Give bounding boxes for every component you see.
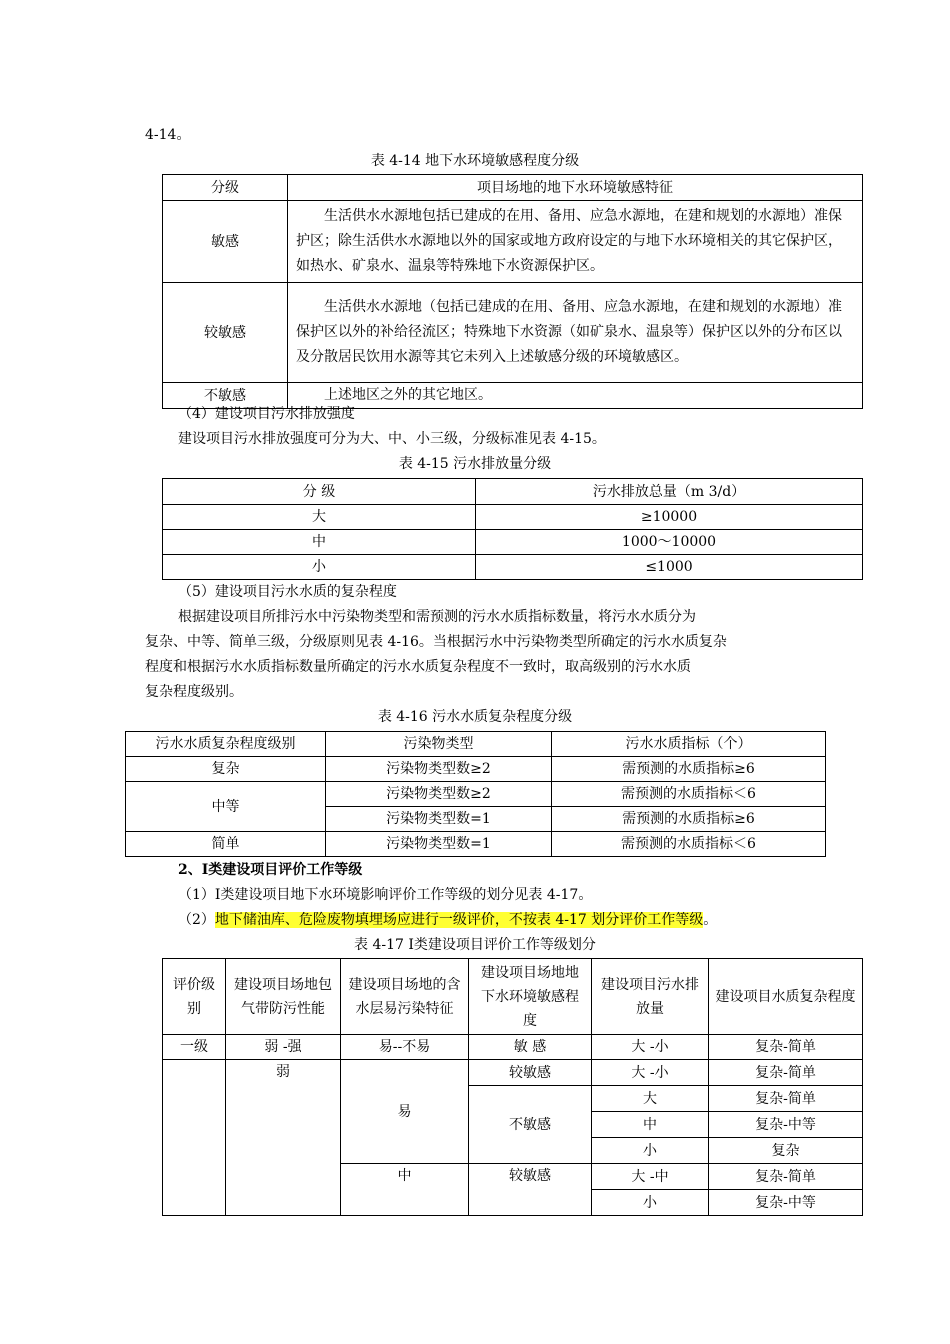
table-4-15-row-medium-volume: 1000～10000 [476, 530, 863, 555]
table-4-17-r7-quality: 复杂-中等 [709, 1190, 863, 1216]
section-5-line-1: 根据建设项目所排污水中污染物类型和需预测的污水水质指标数量，将污水水质分为 [178, 609, 696, 625]
section-5-line-4: 复杂程度级别。 [145, 684, 243, 700]
table-4-17-r4-quality: 复杂-中等 [709, 1112, 863, 1138]
table-4-17-header-quality: 建设项目水质复杂程度 [709, 959, 863, 1035]
table-4-14 [162, 174, 863, 409]
table-4-17-r6-sensitivity: 较敏感 [469, 1164, 592, 1216]
table-4-17-aquifer-easy: 易 [341, 1060, 469, 1164]
section-2-item-2-highlight: 地下储油库、危险废物填埋场应进行一级评价，不按表 4-17 划分评价工作等级 [214, 912, 704, 928]
table-4-14-desc-sensitive: 生活供水水源地包括已建成的在用、备用、应急水源地，在建和规划的水源地）准保护区；除生活供水水源地以外的国家或地方政府设定的与地下水环境相关的其它保护区，如热水、矿泉水、温泉等特殊地下水资源保护区。 [288, 201, 863, 283]
table-4-17-r1-quality: 复杂-简单 [709, 1035, 863, 1060]
section-2-item-2 [178, 910, 717, 930]
table-4-14-desc-less-sensitive: 生活供水水源地（包括已建成的在用、备用、应急水源地，在建和规划的水源地）准保护区以外的补给径流区；特殊地下水资源（如矿泉水、温泉等）保护区以外的分布区以及分散居民饮用水源等其它未列入上述敏感分级的环境敏感区。 [288, 283, 863, 383]
table-4-15 [162, 478, 863, 580]
section-2-item-1: （1）Ⅰ类建设项目地下水环境影响评价工作等级的划分见表 4-17。 [178, 887, 593, 903]
table-4-17-r2-discharge: 大 -小 [592, 1060, 709, 1086]
table-4-15-header-volume: 污水排放总量（m 3/d） [476, 479, 863, 505]
table-4-16-complex-index: 需预测的水质指标≥6 [552, 757, 826, 782]
table-4-15-header-level: 分 级 [163, 479, 476, 505]
table-4-17-r5-quality: 复杂 [709, 1138, 863, 1164]
table-4-17-r1-discharge: 大 -小 [592, 1035, 709, 1060]
table-4-16-medium-b-type: 污染物类型数=1 [326, 807, 552, 832]
table-4-17-r1-sensitivity: 敏 感 [469, 1035, 592, 1060]
table-4-15-row-large-volume: ≥10000 [476, 505, 863, 530]
table-4-14-level-not-sensitive: 不敏感 [163, 383, 288, 409]
table-4-14-desc-not-sensitive: 上述地区之外的其它地区。 [288, 383, 863, 409]
section-2-item-2-prefix: （2） [178, 912, 215, 928]
table-4-17-grade-blank [163, 1060, 226, 1216]
table-4-17-r3-sensitivity: 不敏感 [469, 1086, 592, 1164]
table-4-16-medium-b-index: 需预测的水质指标≥6 [552, 807, 826, 832]
table-4-16-header-type: 污染物类型 [326, 732, 552, 757]
table-4-17-header-grade: 评价级别 [163, 959, 226, 1035]
table-4-16-header-index: 污水水质指标（个） [552, 732, 826, 757]
table-4-16-complex-level: 复杂 [126, 757, 326, 782]
top-ref-text: 4-14。 [145, 127, 191, 143]
table-4-17-header-aquifer: 建设项目场地的含水层易污染特征 [341, 959, 469, 1035]
table-4-16-medium-a-index: 需预测的水质指标＜6 [552, 782, 826, 807]
table-4-16-caption: 表 4-16 污水水质复杂程度分级 [377, 709, 573, 725]
table-4-17-r6-quality: 复杂-简单 [709, 1164, 863, 1190]
table-4-17-r2-quality: 复杂-简单 [709, 1060, 863, 1086]
table-4-16-simple-level: 简单 [126, 832, 326, 857]
section-5-title: （5）建设项目污水水质的复杂程度 [178, 584, 397, 600]
table-4-17-caption: 表 4-17 Ⅰ类建设项目评价工作等级划分 [354, 937, 596, 953]
section-2-item-2-suffix: 。 [703, 912, 718, 928]
table-4-17-r2-sensitivity: 较敏感 [469, 1060, 592, 1086]
table-4-17-r1-aquifer: 易--不易 [341, 1035, 469, 1060]
section-5-line-3: 程度和根据污水水质指标数量所确定的污水水质复杂程度不一致时，取高级别的污水水质 [145, 659, 691, 675]
table-4-17-r1-grade: 一级 [163, 1035, 226, 1060]
table-4-17-r5-discharge: 小 [592, 1138, 709, 1164]
table-4-17-aquifer-medium: 中 [341, 1164, 469, 1216]
table-4-14-header-desc: 项目场地的地下水环境敏感特征 [288, 175, 863, 201]
table-4-15-row-small-level: 小 [163, 555, 476, 580]
table-4-15-row-small-volume: ≤1000 [476, 555, 863, 580]
section-2-title: 2、Ⅰ类建设项目评价工作等级 [178, 862, 363, 878]
table-4-17-header-discharge: 建设项目污水排放量 [592, 959, 709, 1035]
table-4-14-caption: 表 4-14 地下水环境敏感程度分级 [370, 153, 580, 169]
table-4-17-r3-quality: 复杂-简单 [709, 1086, 863, 1112]
table-4-16-simple-index: 需预测的水质指标＜6 [552, 832, 826, 857]
table-4-14-level-less-sensitive: 较敏感 [163, 283, 288, 383]
table-4-17-r6-discharge: 大 -中 [592, 1164, 709, 1190]
table-4-17-r7-discharge: 小 [592, 1190, 709, 1216]
table-4-15-caption: 表 4-15 污水排放量分级 [398, 456, 552, 472]
table-4-17-r1-vadose: 弱 -强 [226, 1035, 341, 1060]
table-4-17-r3-discharge: 大 [592, 1086, 709, 1112]
table-4-16-header-level: 污水水质复杂程度级别 [126, 732, 326, 757]
table-4-17-header-sensitivity: 建设项目场地地下水环境敏感程度 [469, 959, 592, 1035]
table-4-16-medium-level: 中等 [126, 782, 326, 832]
table-4-17 [162, 958, 863, 1216]
table-4-14-level-sensitive: 敏感 [163, 201, 288, 283]
table-4-16-medium-a-type: 污染物类型数≥2 [326, 782, 552, 807]
table-4-16-simple-type: 污染物类型数=1 [326, 832, 552, 857]
table-4-17-header-vadose: 建设项目场地包气带防污性能 [226, 959, 341, 1035]
section-4-title: （4）建设项目污水排放强度 [178, 406, 355, 422]
table-4-17-r4-discharge: 中 [592, 1112, 709, 1138]
table-4-16 [125, 731, 826, 857]
section-4-body: 建设项目污水排放强度可分为大、中、小三级，分级标准见表 4-15。 [178, 431, 606, 447]
table-4-17-vadose-weak: 弱 [226, 1060, 341, 1216]
table-4-15-row-large-level: 大 [163, 505, 476, 530]
table-4-14-header-level: 分级 [163, 175, 288, 201]
table-4-16-complex-type: 污染物类型数≥2 [326, 757, 552, 782]
table-4-15-row-medium-level: 中 [163, 530, 476, 555]
section-5-line-2: 复杂、中等、简单三级，分级原则见表 4-16。当根据污水中污染物类型所确定的污水水质复杂 [145, 634, 727, 650]
